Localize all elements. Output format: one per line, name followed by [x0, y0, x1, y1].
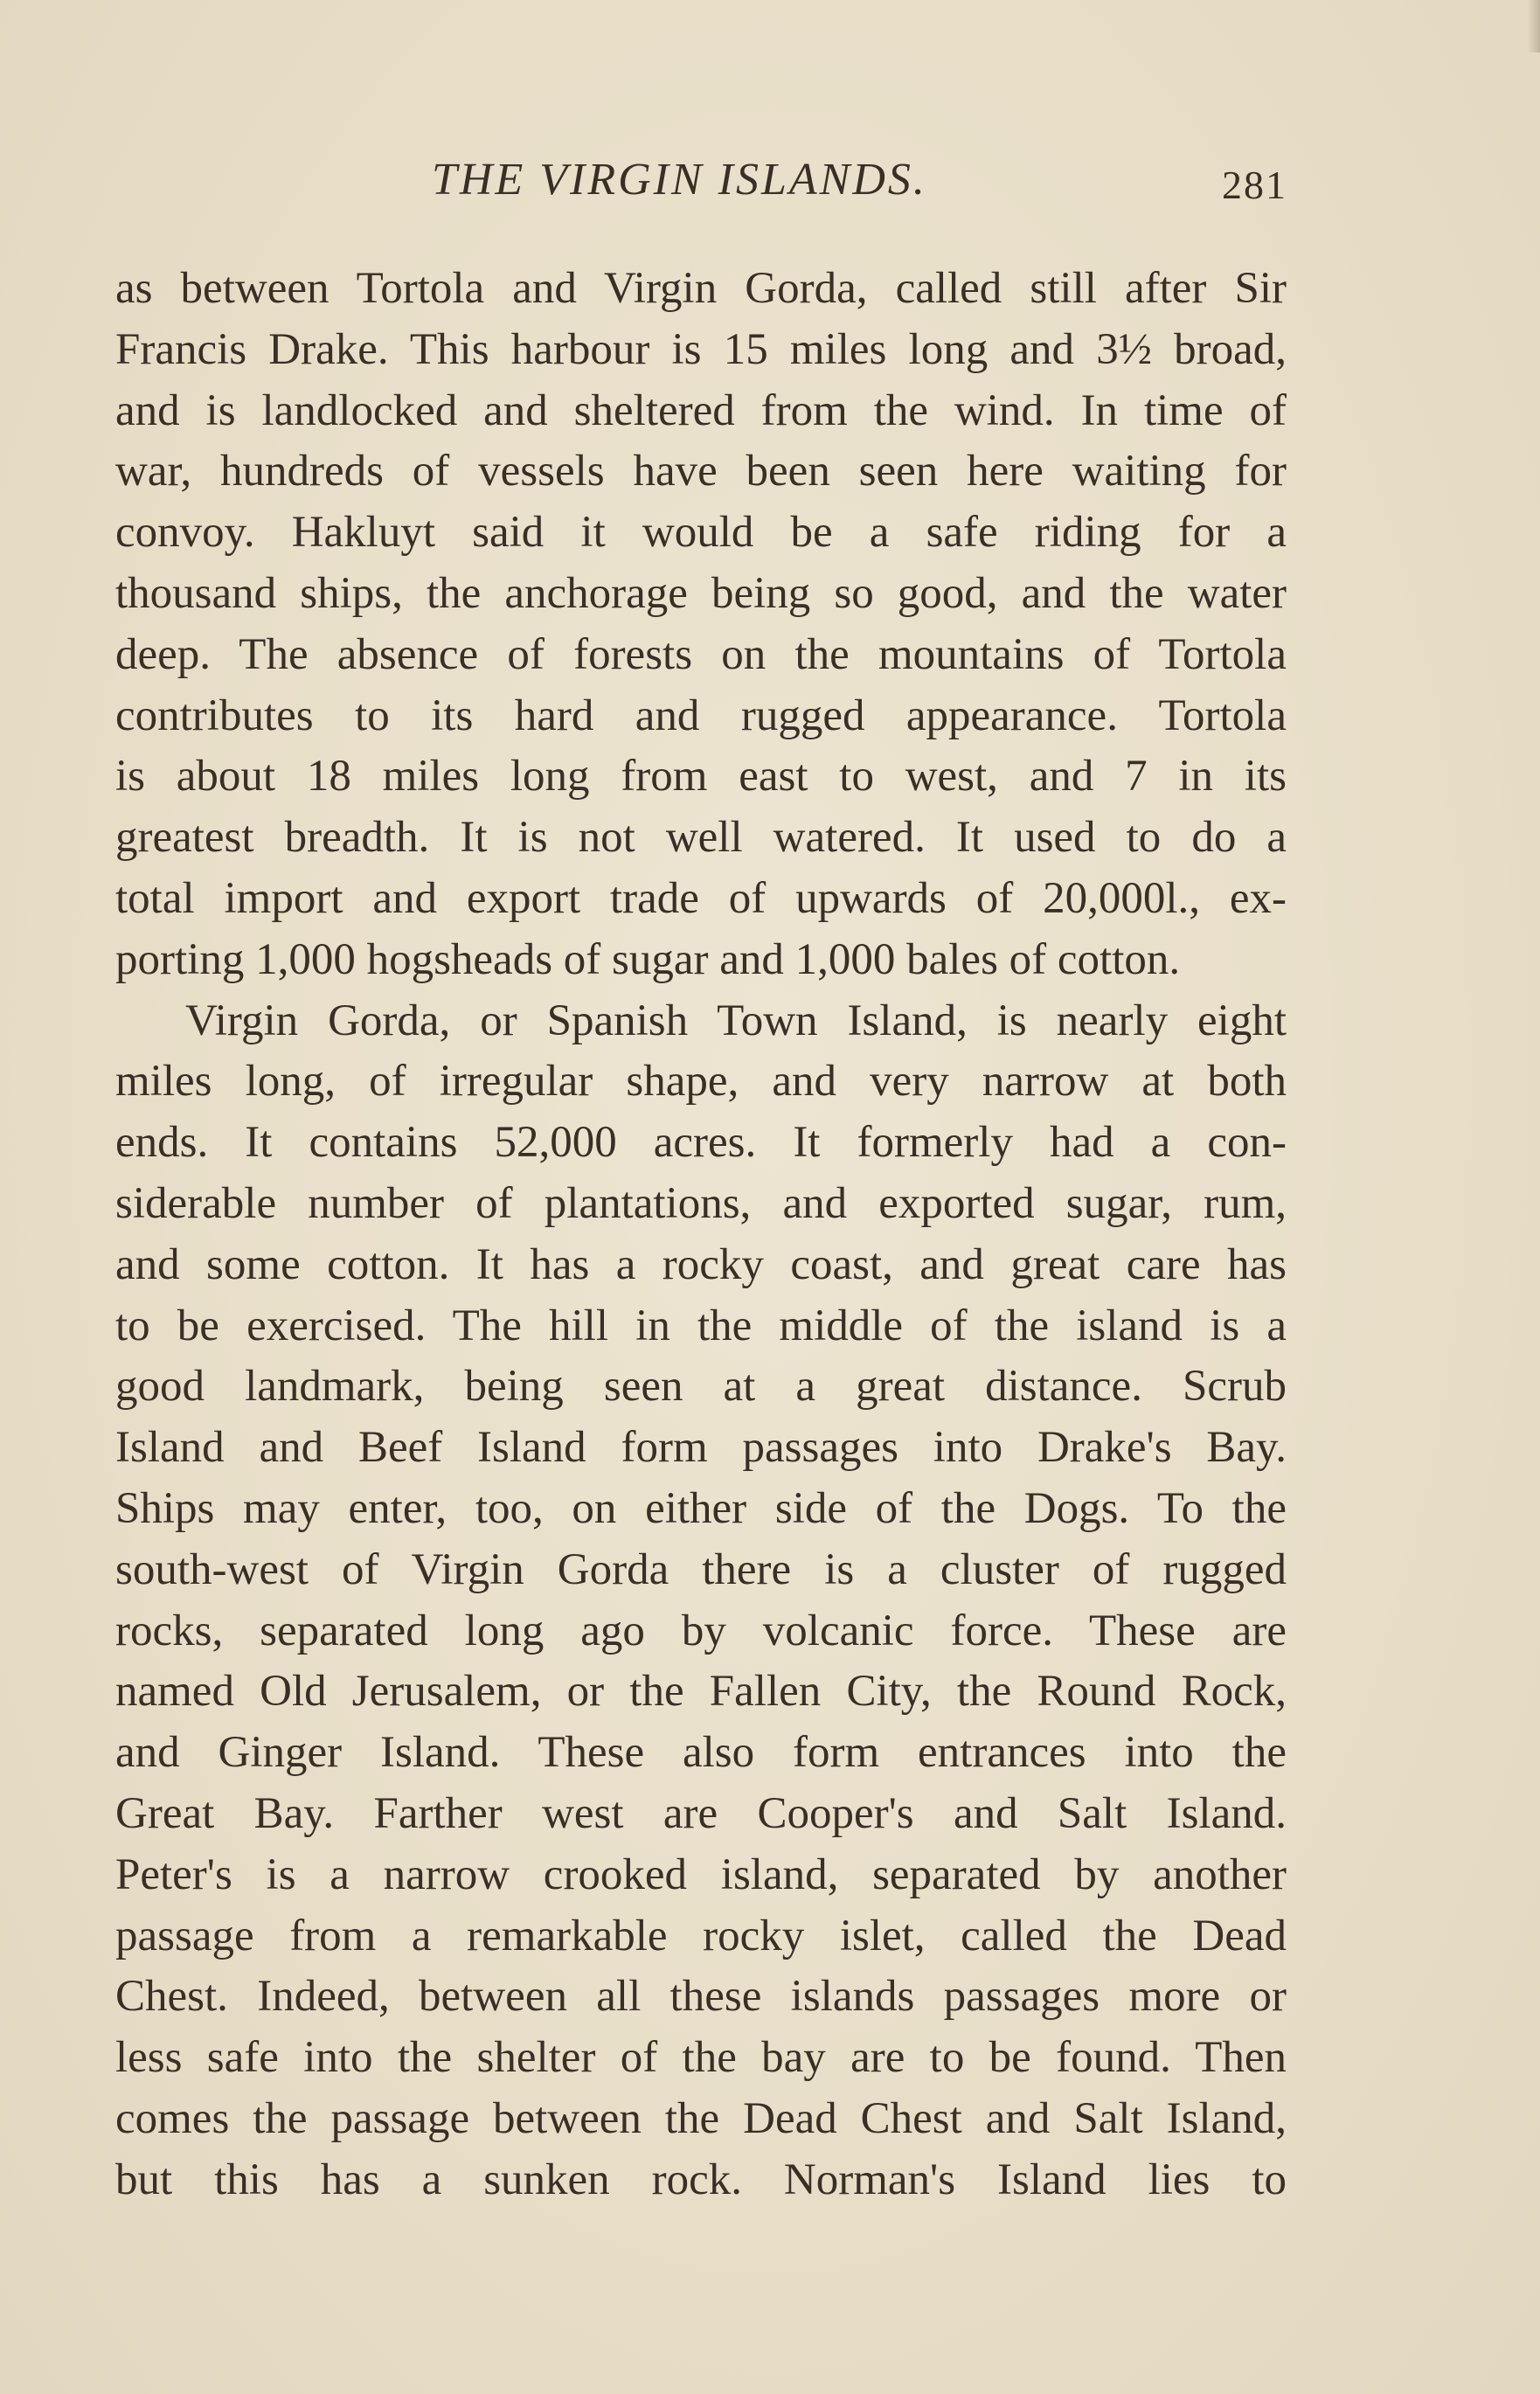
- text-line: named Old Jerusalem, or the Fallen City, the Round Rock,: [115, 1667, 1287, 1717]
- text-line: south-west of Virgin Gorda there is a cluster of rugged: [115, 1544, 1287, 1594]
- text-line: Francis Drake. This harbour is 15 miles long and 3½ broad,: [115, 324, 1287, 374]
- text-line: and some cotton. It has a rocky coast, and great care has: [115, 1239, 1287, 1289]
- text-line: Ships may enter, too, on either side of the Dogs. To the: [115, 1483, 1287, 1533]
- text-line: less safe into the shelter of the bay are to be found. Then: [115, 2033, 1287, 2083]
- text-line: passage from a remarkable rocky islet, called the Dead: [115, 1911, 1287, 1960]
- text-line: thousand ships, the anchorage being so good, and the water: [115, 568, 1287, 618]
- paragraph-start-line: Virgin Gorda, or Spanish Town Island, is nearly eight: [185, 996, 1287, 1045]
- text-line: rocks, separated long ago by volcanic force. These are: [115, 1606, 1287, 1655]
- text-line: and is landlocked and sheltered from the wind. In time of: [115, 385, 1287, 435]
- page-edge-shadow: [1528, 0, 1540, 52]
- body-text: [115, 259, 1287, 2211]
- page-number: 281: [1222, 163, 1287, 207]
- text-line: is about 18 miles long from east to west, and 7 in its: [115, 752, 1287, 801]
- text-line: porting 1,000 hogsheads of sugar and 1,000 bales of cotton.: [115, 934, 1181, 984]
- text-line: ends. It contains 52,000 acres. It formerly had a con-: [115, 1118, 1287, 1168]
- text-line: good landmark, being seen at a great distance. Scrub: [115, 1362, 1287, 1412]
- text-line: total import and export trade of upwards of 20,000l., ex-: [115, 873, 1287, 923]
- text-line: convoy. Hakluyt said it would be a safe riding for a: [115, 508, 1287, 558]
- text-line: and Ginger Island. These also form entrances into the: [115, 1728, 1287, 1778]
- text-line: as between Tortola and Virgin Gorda, called still after Sir: [115, 264, 1287, 313]
- text-line: contributes to its hard and rugged appearance. Tortola: [115, 690, 1287, 740]
- text-line: but this has a sunken rock. Norman's Island lies to: [115, 2155, 1287, 2204]
- text-line: war, hundreds of vessels have been seen here waiting for: [115, 447, 1287, 496]
- text-line: deep. The absence of forests on the mountains of Tortola: [115, 629, 1287, 679]
- text-line: miles long, of irregular shape, and very narrow at both: [115, 1057, 1287, 1107]
- text-line: Great Bay. Farther west are Cooper's and Salt Island.: [115, 1788, 1287, 1838]
- text-line: to be exercised. The hill in the middle of the island is a: [115, 1301, 1287, 1350]
- text-line: Island and Beef Island form passages into Drake's Bay.: [115, 1423, 1287, 1473]
- text-line: Chest. Indeed, between all these islands passages more or: [115, 1972, 1287, 2022]
- text-line: siderable number of plantations, and exported sugar, rum,: [115, 1178, 1287, 1228]
- running-title: THE VIRGIN ISLANDS.: [432, 155, 927, 205]
- text-line: comes the passage between the Dead Chest and Salt Island,: [115, 2093, 1287, 2143]
- text-line: Peter's is a narrow crooked island, separated by another: [115, 1849, 1287, 1899]
- text-line: greatest breadth. It is not well watered. It used to do a: [115, 813, 1287, 863]
